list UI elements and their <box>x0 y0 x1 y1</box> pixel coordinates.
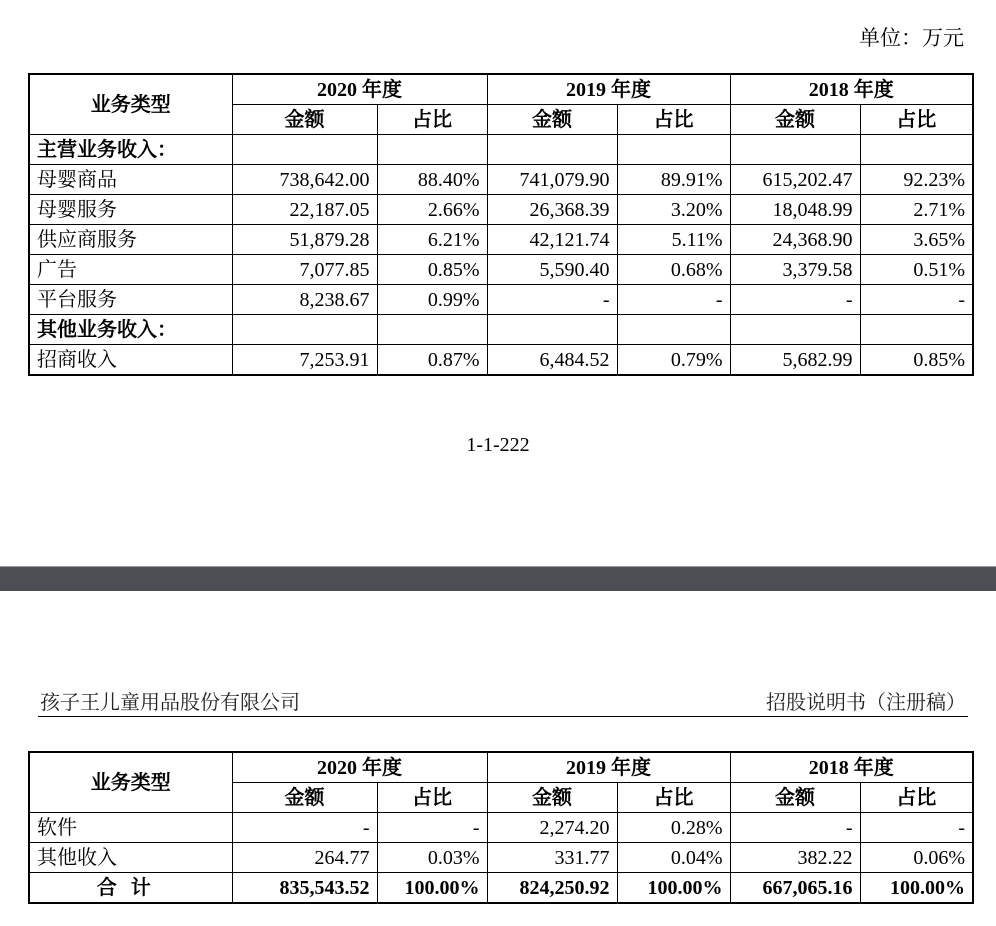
cell-ratio: 0.06% <box>860 843 973 873</box>
cell-ratio: 0.87% <box>377 345 487 376</box>
total-amount: 824,250.92 <box>487 873 617 904</box>
cell-ratio: 0.28% <box>617 813 730 843</box>
header-amount: 金额 <box>730 105 860 135</box>
cell-ratio: 2.71% <box>860 195 973 225</box>
cell-ratio: - <box>617 285 730 315</box>
cell-ratio: 0.85% <box>377 255 487 285</box>
table-row <box>29 813 973 843</box>
cell-ratio: 89.91% <box>617 165 730 195</box>
total-ratio: 100.00% <box>860 873 973 904</box>
total-ratio: 100.00% <box>377 873 487 904</box>
cell-amount: 741,079.90 <box>487 165 617 195</box>
cell-ratio: 2.66% <box>377 195 487 225</box>
page-number: 1-1-222 <box>466 434 530 456</box>
header-amount: 金额 <box>487 105 617 135</box>
cell-amount: 26,368.39 <box>487 195 617 225</box>
revenue-table-top <box>28 73 974 376</box>
cell-amount: 6,484.52 <box>487 345 617 376</box>
cell-amount: 24,368.90 <box>730 225 860 255</box>
cell-ratio: 88.40% <box>377 165 487 195</box>
header-ratio: 占比 <box>377 105 487 135</box>
cell-amount: 2,274.20 <box>487 813 617 843</box>
cell-ratio: - <box>377 813 487 843</box>
header-ratio: 占比 <box>860 783 973 813</box>
row-label: 招商收入 <box>29 345 232 376</box>
cell-ratio: 0.51% <box>860 255 973 285</box>
header-business-type: 业务类型 <box>29 752 232 813</box>
row-label: 母婴服务 <box>29 195 232 225</box>
cell-amount: 264.77 <box>232 843 377 873</box>
cell-amount: 8,238.67 <box>232 285 377 315</box>
cell-ratio: - <box>860 285 973 315</box>
cell-ratio: - <box>860 813 973 843</box>
header-rule <box>38 716 968 717</box>
document-type: 招股说明书（注册稿） <box>766 690 966 714</box>
total-label: 合计 <box>29 873 232 904</box>
cell-amount: 5,590.40 <box>487 255 617 285</box>
header-amount: 金额 <box>730 783 860 813</box>
row-label: 广告 <box>29 255 232 285</box>
cell-ratio: 3.20% <box>617 195 730 225</box>
cell-amount: 738,642.00 <box>232 165 377 195</box>
row-label: 母婴商品 <box>29 165 232 195</box>
cell-amount: 7,253.91 <box>232 345 377 376</box>
total-ratio: 100.00% <box>617 873 730 904</box>
header-ratio: 占比 <box>860 105 973 135</box>
header-year-2019: 2019 年度 <box>487 752 730 783</box>
header-year-2020: 2020 年度 <box>232 752 487 783</box>
page-divider <box>0 566 996 591</box>
header-year-2018: 2018 年度 <box>730 752 973 783</box>
cell-amount: 3,379.58 <box>730 255 860 285</box>
row-label: 软件 <box>29 813 232 843</box>
table-row <box>29 285 973 315</box>
revenue-table-bottom <box>28 751 974 904</box>
header-ratio: 占比 <box>617 783 730 813</box>
cell-ratio: 5.11% <box>617 225 730 255</box>
cell-amount: 18,048.99 <box>730 195 860 225</box>
cell-amount: 7,077.85 <box>232 255 377 285</box>
cell-amount: 331.77 <box>487 843 617 873</box>
cell-ratio: 0.03% <box>377 843 487 873</box>
table-row <box>29 345 973 376</box>
cell-amount: 22,187.05 <box>232 195 377 225</box>
header-business-type: 业务类型 <box>29 74 232 135</box>
cell-ratio: 0.99% <box>377 285 487 315</box>
row-label: 供应商服务 <box>29 225 232 255</box>
cell-amount: - <box>730 285 860 315</box>
table-row <box>29 225 973 255</box>
unit-label: 单位：万元 <box>859 26 964 50</box>
cell-ratio: 0.04% <box>617 843 730 873</box>
cell-ratio: 6.21% <box>377 225 487 255</box>
table-row <box>29 843 973 873</box>
cell-amount: 382.22 <box>730 843 860 873</box>
header-year-2020: 2020 年度 <box>232 74 487 105</box>
table-row <box>29 255 973 285</box>
company-name: 孩子王儿童用品股份有限公司 <box>40 690 300 714</box>
section-label-other: 其他业务收入： <box>29 315 232 345</box>
cell-ratio: 0.79% <box>617 345 730 376</box>
cell-amount: - <box>730 813 860 843</box>
cell-ratio: 3.65% <box>860 225 973 255</box>
total-row <box>29 873 973 904</box>
section-label-main: 主营业务收入： <box>29 135 232 165</box>
header-amount: 金额 <box>487 783 617 813</box>
header-amount: 金额 <box>232 105 377 135</box>
row-label: 其他收入 <box>29 843 232 873</box>
header-year-2019: 2019 年度 <box>487 74 730 105</box>
section-row-main <box>29 135 973 165</box>
header-ratio: 占比 <box>377 783 487 813</box>
cell-amount: - <box>232 813 377 843</box>
cell-ratio: 0.68% <box>617 255 730 285</box>
table-row <box>29 165 973 195</box>
section-row-other <box>29 315 973 345</box>
cell-amount: 5,682.99 <box>730 345 860 376</box>
table-row <box>29 195 973 225</box>
total-amount: 667,065.16 <box>730 873 860 904</box>
cell-amount: 615,202.47 <box>730 165 860 195</box>
cell-amount: 51,879.28 <box>232 225 377 255</box>
row-label: 平台服务 <box>29 285 232 315</box>
cell-amount: - <box>487 285 617 315</box>
header-ratio: 占比 <box>617 105 730 135</box>
total-amount: 835,543.52 <box>232 873 377 904</box>
cell-ratio: 92.23% <box>860 165 973 195</box>
cell-amount: 42,121.74 <box>487 225 617 255</box>
header-amount: 金额 <box>232 783 377 813</box>
cell-ratio: 0.85% <box>860 345 973 376</box>
header-year-2018: 2018 年度 <box>730 74 973 105</box>
